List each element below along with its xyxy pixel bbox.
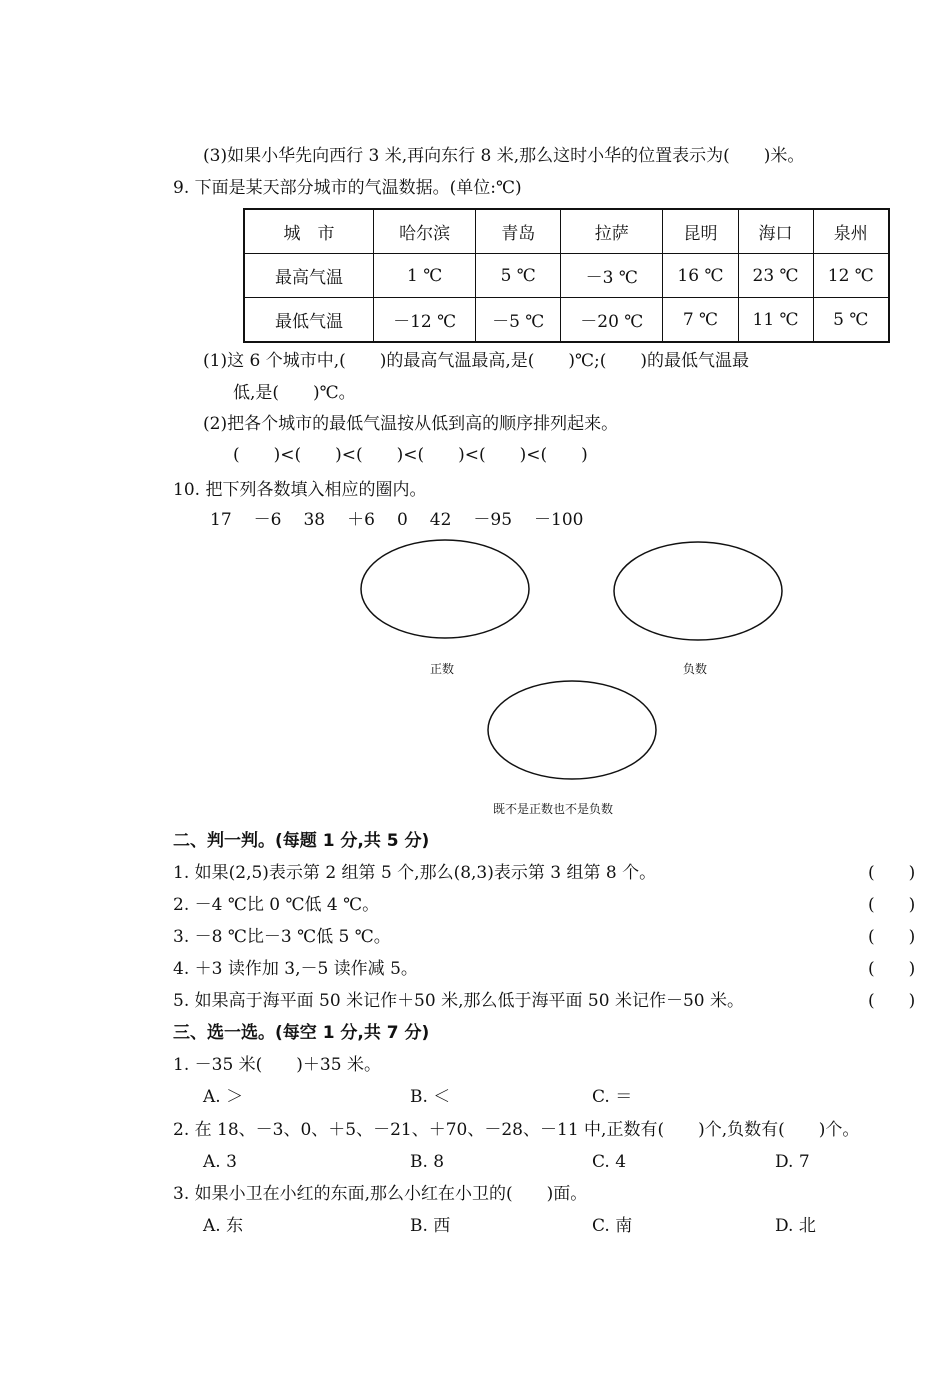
judge-answer-5[interactable]: ( )	[868, 991, 916, 1011]
header-cell: 昆明	[663, 209, 738, 254]
judge-answer-1[interactable]: ( )	[868, 863, 916, 883]
choice-q1-option-c[interactable]: C. ＝	[592, 1087, 633, 1107]
judge-item-2: 2. －4 ℃比 0 ℃低 4 ℃。	[173, 895, 380, 915]
judge-item-4: 4. ＋3 读作加 3,－5 读作减 5。	[173, 959, 418, 979]
table-cell: 16 ℃	[663, 254, 738, 298]
header-cell: 海口	[738, 209, 813, 254]
header-cell: 青岛	[476, 209, 561, 254]
table-cell: 5 ℃	[476, 254, 561, 298]
choice-q1-stem[interactable]: 1. －35 米( )＋35 米。	[173, 1055, 381, 1075]
q9-part2-blanks[interactable]: ( )<( )<( )<( )<( )<( )	[233, 445, 588, 465]
number-list	[210, 508, 584, 532]
choice-q3-stem[interactable]: 3. 如果小卫在小红的东面,那么小红在小卫的( )面。	[173, 1184, 588, 1204]
positive-label: 正数	[430, 662, 455, 676]
number-item: －6	[253, 510, 282, 530]
table-cell: －3 ℃	[561, 254, 663, 298]
judge-answer-3[interactable]: ( )	[868, 927, 916, 947]
q9-part1-line2[interactable]: 低,是( )℃。	[233, 383, 356, 403]
header-cell: 泉州	[813, 209, 889, 254]
choice-q3-option-b[interactable]: B. 西	[410, 1216, 451, 1236]
section3-title: 三、选一选。(每空 1 分,共 7 分)	[173, 1023, 430, 1043]
choice-q3-option-a[interactable]: A. 东	[203, 1216, 244, 1236]
table-cell: 最高气温	[244, 254, 374, 298]
judge-item-1: 1. 如果(2,5)表示第 2 组第 5 个,那么(8,3)表示第 3 组第 8 个。	[173, 863, 657, 883]
judge-item-3: 3. －8 ℃比－3 ℃低 5 ℃。	[173, 927, 391, 947]
table-cell: 23 ℃	[738, 254, 813, 298]
choice-q3-option-d[interactable]: D. 北	[775, 1216, 816, 1236]
number-item: 42	[429, 510, 452, 530]
choice-q3-option-c[interactable]: C. 南	[592, 1216, 633, 1236]
choice-q2-option-c[interactable]: C. 4	[592, 1152, 627, 1172]
table-cell: 1 ℃	[374, 254, 476, 298]
negative-circle[interactable]	[612, 540, 784, 642]
header-cell: 城 市	[244, 209, 374, 254]
table-cell: 5 ℃	[813, 298, 889, 343]
judge-answer-2[interactable]: ( )	[868, 895, 916, 915]
choice-q2-stem[interactable]: 2. 在 18、－3、0、＋5、－21、＋70、－28、－11 中,正数有( )个,负数有( )个。	[173, 1120, 860, 1140]
table-cell: 7 ℃	[663, 298, 738, 343]
choice-q2-option-a[interactable]: A. 3	[203, 1152, 237, 1172]
table-row	[244, 298, 889, 343]
q9-stem: 9. 下面是某天部分城市的气温数据。(单位:℃)	[173, 178, 522, 198]
number-item: 0	[396, 510, 408, 530]
number-item: ＋6	[347, 510, 375, 530]
q10-stem: 10. 把下列各数填入相应的圈内。	[173, 480, 427, 500]
number-item: 17	[210, 510, 232, 530]
number-item: －95	[473, 510, 513, 530]
table-cell: 最低气温	[244, 298, 374, 343]
number-item: 38	[303, 510, 326, 530]
section2-title: 二、判一判。(每题 1 分,共 5 分)	[173, 831, 430, 851]
neither-circle[interactable]	[486, 679, 658, 781]
table-cell: 11 ℃	[738, 298, 813, 343]
q9-part2: (2)把各个城市的最低气温按从低到高的顺序排列起来。	[203, 414, 619, 434]
table-cell: －12 ℃	[374, 298, 476, 343]
table-cell: 12 ℃	[813, 254, 889, 298]
choice-q2-option-b[interactable]: B. 8	[410, 1152, 445, 1172]
table-cell: －5 ℃	[476, 298, 561, 343]
table-header-row	[244, 209, 889, 254]
positive-circle[interactable]	[359, 538, 531, 640]
table-cell: －20 ℃	[561, 298, 663, 343]
number-item: －100	[534, 510, 584, 530]
q9-part1-line1[interactable]: (1)这 6 个城市中,( )的最高气温最高,是( )℃;( )的最低气温最	[203, 351, 750, 371]
temperature-table	[243, 208, 890, 343]
negative-label: 负数	[683, 662, 708, 676]
choice-q1-option-a[interactable]: A. ＞	[203, 1087, 244, 1107]
choice-q2-option-d[interactable]: D. 7	[775, 1152, 810, 1172]
choice-q1-option-b[interactable]: B. ＜	[410, 1087, 451, 1107]
table-row	[244, 254, 889, 298]
header-cell: 哈尔滨	[374, 209, 476, 254]
judge-answer-4[interactable]: ( )	[868, 959, 916, 979]
neither-label: 既不是正数也不是负数	[493, 802, 614, 816]
judge-item-5: 5. 如果高于海平面 50 米记作＋50 米,那么低于海平面 50 米记作－50 米。	[173, 991, 744, 1011]
q8-part3: (3)如果小华先向西行 3 米,再向东行 8 米,那么这时小华的位置表示为( )米。	[203, 146, 805, 166]
header-cell: 拉萨	[561, 209, 663, 254]
